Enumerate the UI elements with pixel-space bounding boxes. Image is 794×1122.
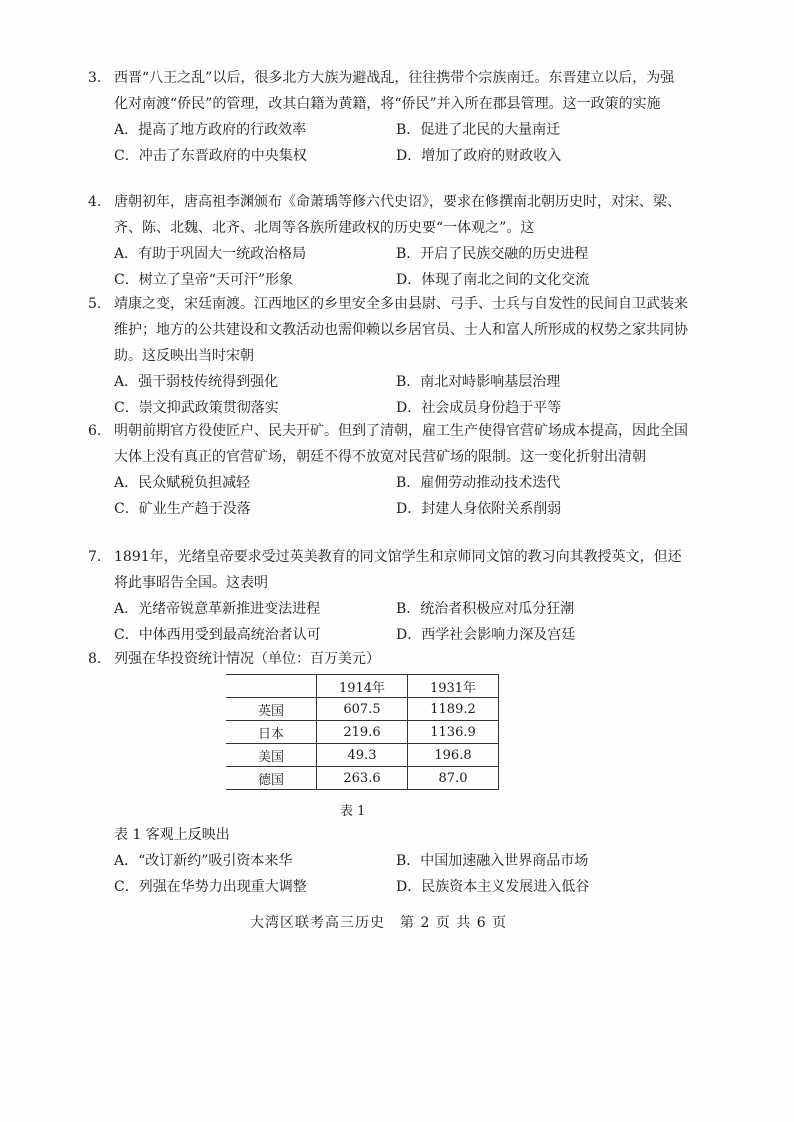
question-stem: 靖康之变，宋廷南渡。江西地区的乡里安全多由县尉、弓手、士兵与自发性的民间自卫武装来维护；地方的公共建设和文教活动也需仰赖以乡居官员、士人和富人所形成的权势之家共同协助。这反映出当时宋朝 [114,296,688,364]
option-a: A．有助于巩固大一统政治格局 [114,246,307,262]
table-row [226,744,499,767]
question-5 [88,291,688,421]
table-cell: 219.6 [317,721,408,744]
option-a: A．强干弱枝传统得到强化 [114,374,279,390]
question-number: 4. [88,194,102,210]
option-c: C．崇文抑武政策贯彻落实 [114,400,279,416]
table-header-cell: 1914年 [317,675,408,698]
question-6 [88,418,688,522]
question-stem: 1891年，光绪皇帝要求受过英美教育的同文馆学生和京师同文馆的教习向其教授英文，但还将此事昭告全国。这表明 [114,549,682,591]
question-4 [88,189,688,293]
question-8 [88,646,688,672]
table-header-cell: 1931年 [408,675,499,698]
table-cell: 87.0 [408,767,499,790]
table-cell: 263.6 [317,767,408,790]
option-d: D．增加了政府的财政收入 [396,148,562,164]
table-cell: 日本 [226,721,317,744]
option-b: B．开启了民族交融的历史进程 [396,246,589,262]
question-3 [88,65,688,169]
option-c: C．列强在华势力出现重大调整 [114,879,307,895]
option-d: D．封建人身依附关系削弱 [396,501,562,517]
table-cell: 1136.9 [408,721,499,744]
investment-table [226,674,499,790]
question-number: 5. [88,296,102,312]
table-row [226,698,499,721]
option-c: C．矿业生产趋于没落 [114,501,251,517]
option-a: A．光绪帝锐意革新推进变法进程 [114,601,321,617]
options [114,241,688,293]
table-cell: 607.5 [317,698,408,721]
question-number: 6. [88,423,102,439]
table-header-row [226,675,499,698]
options [114,470,688,522]
options [114,369,688,421]
table-row [226,721,499,744]
table-cell: 美国 [226,744,317,767]
question-stem: 表 1 客观上反映出 [114,827,230,843]
table-cell: 1189.2 [408,698,499,721]
question-stem: 西晋“八王之乱”以后，很多北方大族为避战乱，往往携带个宗族南迁。东晋建立以后，为强化对南渡“侨民”的管理，改其白籍为黄籍，将“侨民”并入所在郡县管理。这一政策的实施 [114,70,675,112]
option-a: A．提高了地方政府的行政效率 [114,122,307,138]
option-b: B．中国加速融入世界商品市场 [396,853,589,869]
option-c: C．树立了皇帝“天可汗”形象 [114,272,294,288]
table-caption: 表 1 [340,804,366,819]
question-number: 3. [88,70,102,86]
table-cell: 英国 [226,698,317,721]
table-row [226,767,499,790]
option-d: D．西学社会影响力深及宫廷 [396,627,576,643]
option-c: C．冲击了东晋政府的中央集权 [114,148,307,164]
question-stem: 明朝前期官方役使匠户、民夫开矿。但到了清朝，雇工生产使得官营矿场成本提高，因此全国大体上没有真正的官营矿场，朝廷不得不放宽对民营矿场的限制。这一变化折射出清朝 [114,423,688,465]
option-b: B．促进了北民的大量南迁 [396,122,561,138]
table-cell: 德国 [226,767,317,790]
question-8-followup [88,822,688,900]
option-a: A．“改订新约”吸引资本来华 [114,853,293,869]
table-cell: 196.8 [408,744,499,767]
options [114,848,688,900]
table-cell: 49.3 [317,744,408,767]
question-stem: 列强在华投资统计情况（单位：百万美元） [114,651,380,667]
option-a: A．民众赋税负担减轻 [114,475,251,491]
question-7 [88,544,688,648]
page-footer: 大湾区联考高三历史 第 2 页 共 6 页 [250,915,508,931]
question-number: 8. [88,651,102,667]
options [114,596,688,648]
option-d: D．民族资本主义发展进入低谷 [396,879,590,895]
option-c: C．中体西用受到最高统治者认可 [114,627,321,643]
option-b: B．统治者积极应对瓜分狂潮 [396,601,575,617]
option-b: B．雇佣劳动推动技术迭代 [396,475,561,491]
option-d: D．社会成员身份趋于平等 [396,400,562,416]
options [114,117,688,169]
question-number: 7. [88,549,102,565]
option-b: B．南北对峙影响基层治理 [396,374,561,390]
question-stem: 唐朝初年，唐高祖李渊颁布《命萧瑀等修六代史诏》，要求在修撰南北朝历史时，对宋、梁、齐、陈、北魏、北齐、北周等各族所建政权的历史要“一体观之”。这 [114,194,681,236]
option-d: D．体现了南北之间的文化交流 [396,272,590,288]
table-header-cell [226,675,317,698]
